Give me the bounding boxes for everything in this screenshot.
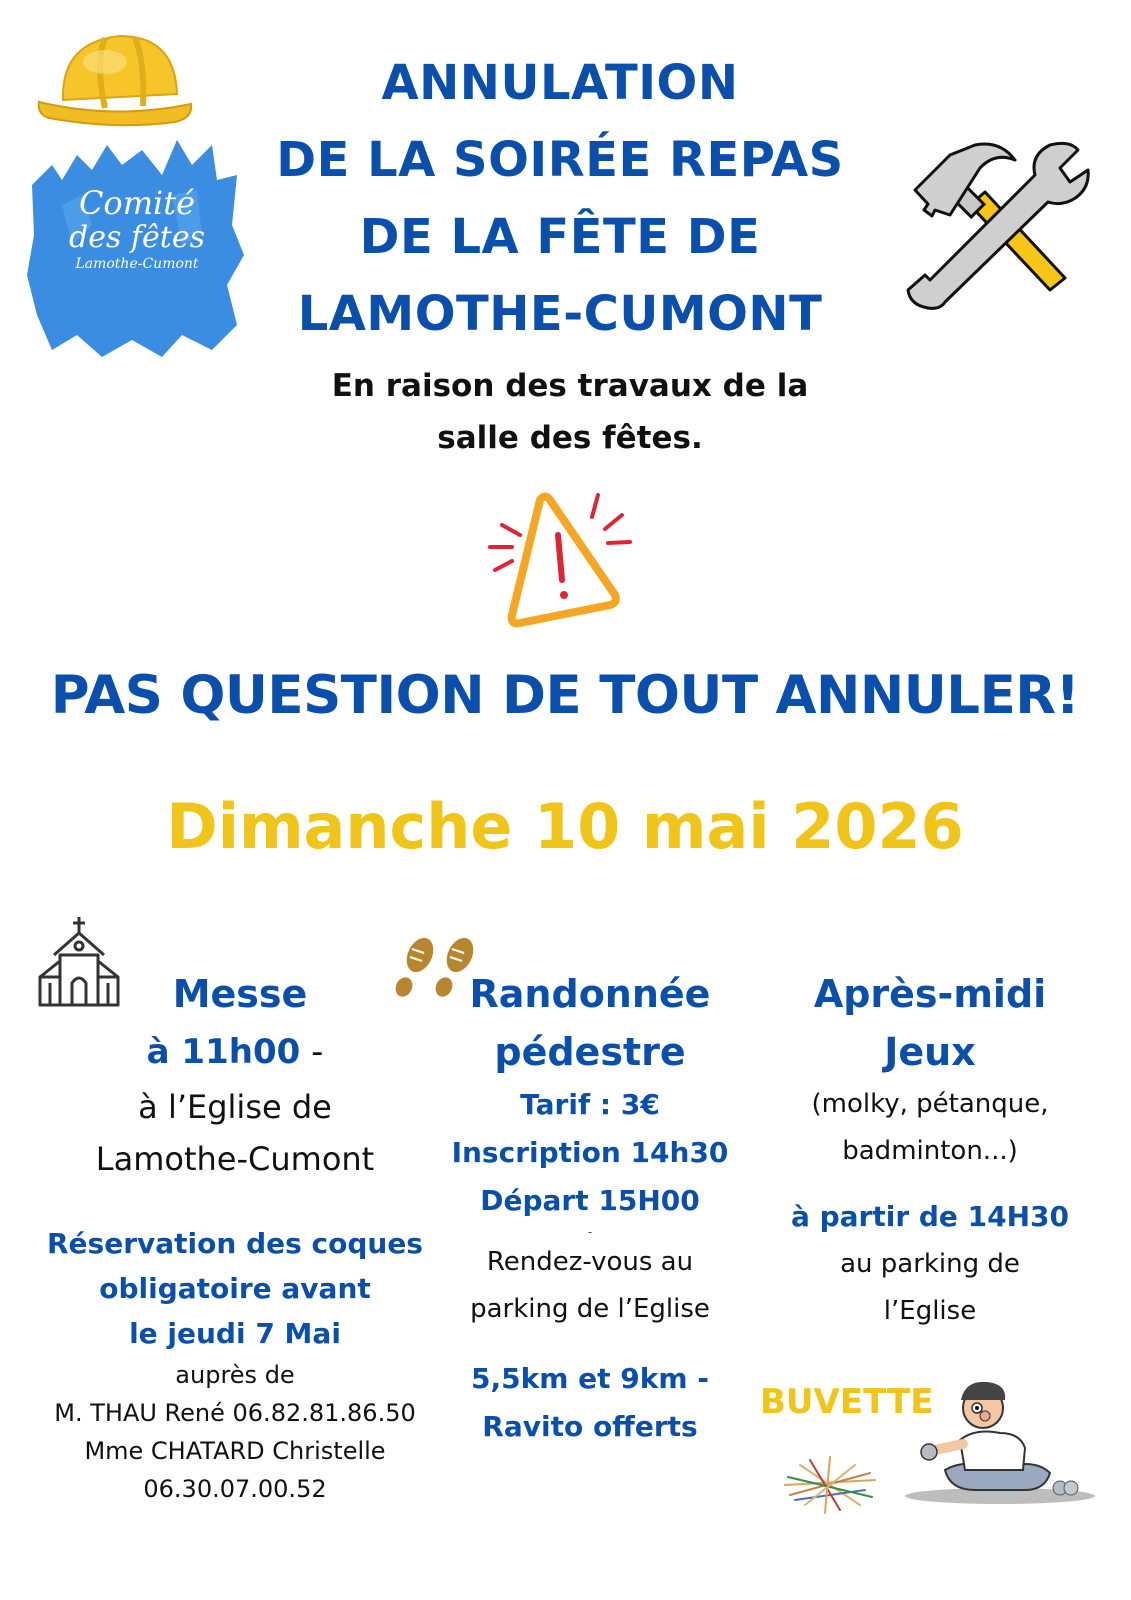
logo-line-1: Comité: [78, 184, 196, 222]
messe-column: [30, 965, 440, 1508]
randonnee-title-line-1: Randonnée: [469, 972, 711, 1016]
messe-time: à 11h00: [146, 1032, 301, 1072]
messe-place-line-2: Lamothe-Cumont: [95, 1140, 375, 1178]
title-line-4: LAMOTHE-CUMONT: [297, 286, 823, 342]
jeux-title-line-1: Après-midi: [813, 972, 1047, 1016]
messe-place-line-1: à l’Eglise de: [138, 1088, 332, 1126]
randonnee-distance-line-2: Ravito offerts: [482, 1410, 698, 1443]
reservation-line-1: Réservation des coques: [47, 1227, 423, 1260]
mikado-sticks-icon: [780, 1455, 880, 1515]
messe-time-suffix: -: [300, 1032, 324, 1072]
randonnee-column: [430, 965, 750, 1451]
warning-triangle-icon: [480, 485, 640, 635]
comite-des-fetes-logo: [22, 135, 247, 360]
randonnee-tarif: Tarif : 3€: [520, 1088, 660, 1121]
jeux-games-line-1: (molky, pétanque,: [811, 1089, 1049, 1119]
contact-2-phone: 06.30.07.00.52: [143, 1475, 327, 1503]
subtitle-line-1: En raison des travaux de la: [331, 368, 809, 404]
hard-hat-icon: [35, 22, 195, 132]
contact-1: M. THAU René 06.82.81.86.50: [54, 1399, 416, 1427]
petanque-player-icon: [905, 1378, 1095, 1508]
subtitle: [290, 360, 850, 464]
reservation-line-2: obligatoire avant: [99, 1272, 371, 1305]
randonnee-title-line-2: pédestre: [494, 1030, 686, 1074]
jeux-column: [760, 965, 1100, 1335]
jeux-games-line-2: badminton...): [842, 1136, 1018, 1166]
randonnee-distance-line-1: 5,5km et 9km -: [471, 1362, 709, 1395]
logo-line-2: des fêtes: [69, 220, 205, 255]
randonnee-depart: Départ 15H00: [480, 1184, 700, 1217]
reservation-line-3: le jeudi 7 Mai: [129, 1317, 341, 1350]
title-line-2: DE LA SOIRÉE REPAS: [276, 132, 844, 188]
jeux-place-line-2: l’Eglise: [883, 1296, 977, 1326]
subtitle-line-2: salle des fêtes.: [437, 420, 703, 456]
contact-2-name: Mme CHATARD Christelle: [84, 1437, 386, 1465]
buvette-label: BUVETTE: [760, 1382, 934, 1422]
jeux-title-line-2: Jeux: [884, 1030, 976, 1074]
jeux-time: à partir de 14H30: [790, 1200, 1070, 1233]
randonnee-separator: -: [587, 1225, 593, 1239]
title-line-3: DE LA FÊTE DE: [359, 209, 761, 265]
messe-title: Messe: [172, 972, 308, 1016]
randonnee-meet-line-2: parking de l’Eglise: [470, 1294, 710, 1324]
contact-intro: auprès de: [175, 1361, 295, 1389]
title-line-1: ANNULATION: [381, 55, 739, 111]
event-date: Dimanche 10 mai 2026: [166, 790, 964, 863]
messe-time-line: [30, 1023, 440, 1081]
jeux-place-line-1: au parking de: [840, 1249, 1020, 1279]
randonnee-inscription: Inscription 14h30: [451, 1136, 729, 1169]
headline: PAS QUESTION DE TOUT ANNULER!: [50, 665, 1080, 726]
page-title: [270, 45, 850, 353]
logo-line-3: Lamothe-Cumont: [75, 256, 199, 272]
randonnee-meet-line-1: Rendez-vous au: [486, 1247, 694, 1277]
hammer-wrench-icon: [900, 130, 1090, 310]
